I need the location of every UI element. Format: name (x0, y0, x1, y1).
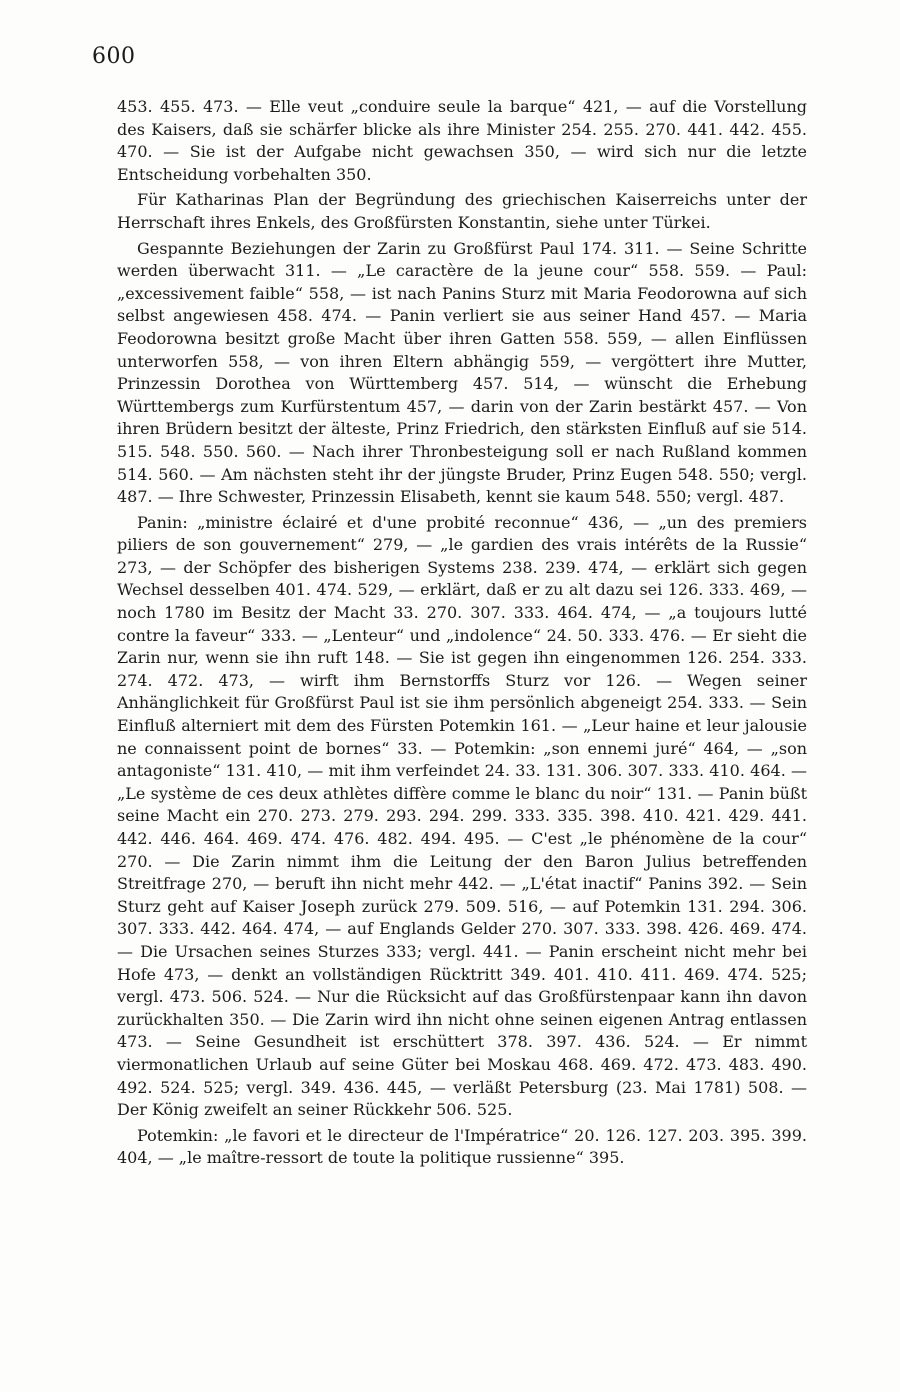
paragraph-katharina-plan: Für Katharinas Plan der Begründung des griechischen Kaiserreichs unter der Herrschaft ihres Enkels, des Großfürsten Konstantin, siehe unter Türkei. (117, 190, 807, 232)
paragraph-panin: Panin: „ministre éclairé et d'une probité reconnue“ 436, — „un des premiers piliers de son gouvernement“ 279, — „le gardien des vrais intérêts de la Russie“ 273, — der Schöpfer des bisherigen Systems 238. 239. 474, — erklärt sich gegen Wechsel desselben 401. 474. 529, — erklärt, daß er zu alt dazu sei 126. 333. 469, — noch 1780 im Besitz der Macht 33. 270. 307. 333. 464. 474, — „a toujours lutté contre la faveur“ 333. — „Lenteur“ und „indolence“ 24. 50. 333. 476. — Er sieht die Zarin nur, wenn sie ihn ruft 148. — Sie ist gegen ihn eingenommen 126. 254. 333. 274. 472. 473, — wirft ihm Bernstorffs Sturz vor 126. — Wegen seiner Anhänglichkeit für Großfürst Paul ist sie ihm persönlich abgeneigt 254. 333. — Sein Einfluß alterniert mit dem des Fürsten Potemkin 161. — „Leur haine et leur jalousie ne connaissent point de bornes“ 33. — Potemkin: „son ennemi juré“ 464, — „son antagoniste“ 131. 410, — mit ihm verfeindet 24. 33. 131. 306. 307. 333. 410. 464. — „Le système de ces deux athlètes diffère comme le blanc du noir“ 131. — Panin büßt seine Macht ein 270. 273. 279. 293. 294. 299. 333. 335. 398. 410. 421. 429. 441. 442. 446. 464. 469. 474. 476. 482. 494. 495. — C'est „le phénomène de la cour“ 270. — Die Zarin nimmt ihm die Leitung der den Baron Julius betreffenden Streitfrage 270, — beruft ihn nicht mehr 442. — „L'état inactif“ Panins 392. — Sein Sturz geht auf Kaiser Joseph zurück 279. 509. 516, — auf Potemkin 131. 294. 306. 307. 333. 442. 464. 474, — auf Englands Gelder 270. 307. 333. 398. 426. 469. 474. — Die Ursachen seines Sturzes 333; vergl. 441. — Panin erscheint nicht mehr bei Hofe 473, — denkt an vollständigen Rücktritt 349. 401. 410. 411. 469. 474. 525; vergl. 473. 506. 524. — Nur die Rücksicht auf das Großfürstenpaar kann ihn davon zurückhalten 350. — Die Zarin wird ihn nicht ohne seinen eigenen Antrag entlassen 473. — Seine Gesundheit ist erschüttert 378. 397. 436. 524. — Er nimmt viermonatlichen Urlaub auf seine Güter bei Moskau 468. 469. 472. 473. 483. 490. 492. 524. 525; vergl. 349. 436. 445, — verläßt Petersburg (23. Mai 1781) 508. — Der König zweifelt an seiner Rückkehr 506. 525. (117, 512, 807, 1120)
page-number: 600 (92, 44, 136, 69)
paragraph-continuation: 453. 455. 473. — Elle veut „conduire seule la barque“ 421, — auf die Vorstellung des Kaisers, daß sie schärfer blicke als ihre Minister 254. 255. 270. 441. 442. 455. 470. — Sie ist der Aufgabe nicht gewachsen 350, — wird sich nur die letzte Entscheidung vorbehalten 350. (117, 97, 807, 184)
paragraph-potemkin: Potemkin: „le favori et le directeur de l'Impératrice“ 20. 126. 127. 203. 395. 399. 404, — „le maître-ressort de toute la politique russienne“ 395. (117, 1125, 807, 1168)
paragraph-grossfuerst-paul: Gespannte Beziehungen der Zarin zu Großfürst Paul 174. 311. — Seine Schritte werden überwacht 311. — „Le caractère de la jeune cour“ 558. 559. — Paul: „excessivement faible“ 558, — ist nach Panins Sturz mit Maria Feodorowna auf sich selbst angewiesen 458. 474. — Panin verliert sie aus seiner Hand 457. — Maria Feodorowna besitzt große Macht über ihren Gatten 558. 559, — allen Einflüssen unterworfen 558, — von ihren Eltern abhängig 559, — vergöttert ihre Mutter, Prinzessin Dorothea von Württemberg 457. 514, — wünscht die Erhebung Württembergs zum Kurfürstentum 457, — darin von der Zarin bestärkt 457. — Von ihren Brüdern besitzt der älteste, Prinz Friedrich, den stärksten Einfluß auf sie 514. 515. 548. 550. 560. — Nach ihrer Thronbesteigung soll er nach Rußland kommen 514. 560. — Am nächsten steht ihr der jüngste Bruder, Prinz Eugen 548. 550; vergl. 487. — Ihre Schwester, Prinzessin Elisabeth, kennt sie kaum 548. 550; vergl. 487. (117, 238, 807, 507)
index-text-block (117, 96, 807, 1173)
